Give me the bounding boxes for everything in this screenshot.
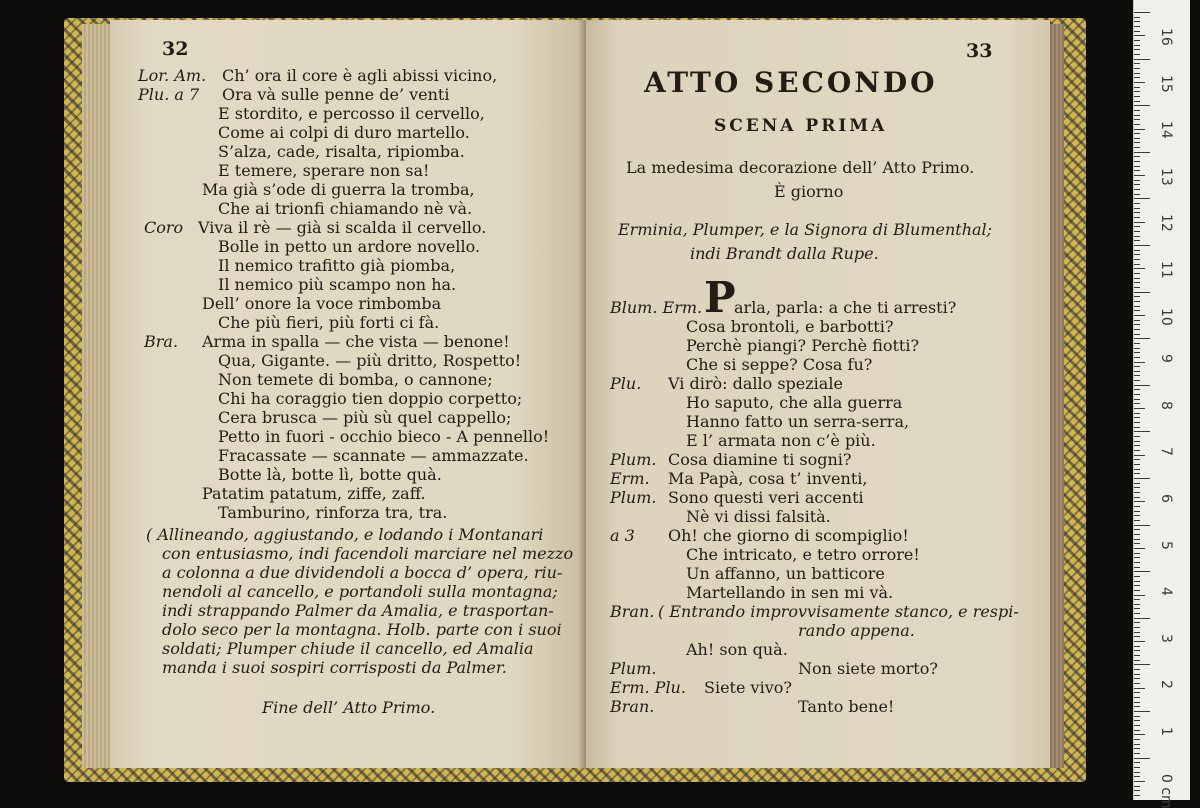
ruler-tick <box>1134 45 1140 46</box>
setting-text: È giorno <box>774 182 844 201</box>
ruler-tick <box>1134 674 1140 675</box>
ruler-tick <box>1134 562 1140 563</box>
ruler-tick <box>1134 455 1145 456</box>
ruler-tick <box>1134 450 1140 451</box>
ruler-tick <box>1134 175 1145 176</box>
ruler-tick <box>1134 259 1140 260</box>
ruler-tick <box>1134 306 1140 307</box>
verse-line: Ho saputo, che alla guerra <box>686 393 903 412</box>
ruler-tick <box>1134 422 1140 423</box>
verse-line: Tanto bene! <box>798 697 895 716</box>
verse-line: Fracassate — scannate — ammazzate. <box>218 446 529 465</box>
ruler-tick <box>1134 110 1140 111</box>
ruler-number: 9 <box>1158 354 1174 364</box>
verse-line: Bolle in petto un ardore novello. <box>218 237 481 256</box>
ruler-tick <box>1134 748 1140 749</box>
ruler-tick <box>1134 362 1145 363</box>
ruler-tick <box>1134 124 1140 125</box>
speaker-label: Bran. <box>610 697 655 716</box>
verse-line: Ora và sulle penne de’ venti <box>222 85 450 104</box>
verse-line: E temere, sperare non sa! <box>218 161 430 180</box>
ruler-tick <box>1134 73 1140 74</box>
ruler-tick <box>1134 655 1140 656</box>
ruler-tick <box>1134 702 1140 703</box>
ruler-tick <box>1134 744 1140 745</box>
verse-line: Un affanno, un batticore <box>686 564 885 583</box>
ruler-tick <box>1134 63 1140 64</box>
verse-line: Sono questi veri accenti <box>668 488 864 507</box>
verse-line: Il nemico trafitto già piomba, <box>218 256 456 275</box>
ruler-tick <box>1134 129 1145 130</box>
ruler-tick <box>1134 40 1140 41</box>
ruler-tick <box>1134 105 1150 106</box>
speaker-label: Lor. Am. <box>138 66 207 85</box>
ruler-tick <box>1134 268 1145 269</box>
ruler-tick <box>1134 417 1140 418</box>
verse-line: arla, parla: a che ti arresti? <box>734 298 957 317</box>
ruler-tick <box>1134 529 1140 530</box>
ruler-tick <box>1134 730 1140 731</box>
ruler-tick <box>1134 385 1150 386</box>
ruler-tick <box>1134 287 1140 288</box>
verse-line: Che più fieri, più forti ci fà. <box>218 313 440 332</box>
ruler-tick <box>1134 203 1140 204</box>
ruler-tick <box>1134 380 1140 381</box>
ruler-tick <box>1134 133 1140 134</box>
ruler-tick <box>1134 567 1140 568</box>
setting-text: La medesima decorazione dell’ Atto Primo. <box>626 158 975 177</box>
ruler-tick <box>1134 198 1150 199</box>
ruler-tick <box>1134 184 1140 185</box>
ruler-tick <box>1134 441 1140 442</box>
ruler-tick <box>1134 17 1140 18</box>
verse-line: Patatim patatum, ziffe, zaff. <box>202 484 426 503</box>
ruler-tick <box>1134 725 1140 726</box>
verse-line: Che si seppe? Cosa fu? <box>686 355 873 374</box>
verse-line: Ma Papà, cosa t’ inventi, <box>668 469 868 488</box>
ruler-tick <box>1134 632 1140 633</box>
verse-line: Cosa diamine ti sogni? <box>668 450 852 469</box>
ruler-tick <box>1134 692 1140 693</box>
drop-cap: P <box>704 273 736 322</box>
ruler-tick <box>1134 49 1140 50</box>
ruler-tick <box>1134 338 1150 339</box>
ruler-number: 0 cm <box>1158 773 1174 808</box>
stage-direction-line: a colonna a due dividendoli a bocca d’ opera, riu- <box>162 563 563 582</box>
speaker-label: Plum. <box>610 450 657 469</box>
speaker-label: Bra. <box>144 332 179 351</box>
verse-line: Cosa brontoli, e barbotti? <box>686 317 894 336</box>
ruler-tick <box>1134 613 1140 614</box>
ruler-tick <box>1134 375 1140 376</box>
verse-line: Non temete di bomba, o cannone; <box>218 370 493 389</box>
verse-line: Vi dirò: dallo speziale <box>668 374 843 393</box>
ruler-tick <box>1134 54 1140 55</box>
speaker-label: Erm. <box>610 469 650 488</box>
ruler-tick <box>1134 427 1140 428</box>
end-of-act-text: Fine dell’ Atto Primo. <box>262 698 436 717</box>
ruler-number: 3 <box>1158 633 1174 643</box>
ruler-tick <box>1134 115 1140 116</box>
ruler-tick <box>1134 194 1140 195</box>
left-page <box>110 20 586 768</box>
ruler-tick <box>1134 497 1140 498</box>
verse-line: E stordito, e percosso il cervello, <box>218 104 485 123</box>
ruler-tick <box>1134 664 1150 665</box>
ruler-number: 12 <box>1158 214 1174 233</box>
speaker-label: Plum. <box>610 659 657 678</box>
ruler-tick <box>1134 576 1140 577</box>
ruler-tick <box>1134 464 1140 465</box>
ruler-tick <box>1134 222 1145 223</box>
ruler-tick <box>1134 138 1140 139</box>
ruler-tick <box>1134 366 1140 367</box>
ruler-tick <box>1134 334 1140 335</box>
ruler-number: 2 <box>1158 680 1174 690</box>
stage-direction-line: rando appena. <box>798 621 915 640</box>
ruler-number: 7 <box>1158 447 1174 457</box>
stage-direction-line: dolo seco per la montagna. Holb. parte con i suoi <box>162 620 562 639</box>
verse-line: Dell’ onore la voce rimbomba <box>202 294 442 313</box>
verse-line: Hanno fatto un serra-serra, <box>686 412 910 431</box>
ruler-tick <box>1134 487 1140 488</box>
stage-direction-line: ( Entrando improvvisamente stanco, e respi- <box>658 602 1019 621</box>
ruler-tick <box>1134 581 1140 582</box>
ruler-tick <box>1134 208 1140 209</box>
ruler-tick <box>1134 683 1140 684</box>
ruler-tick <box>1134 324 1140 325</box>
stage-direction-line: indi strappando Palmer da Amalia, e trasportan- <box>162 601 554 620</box>
ruler-tick <box>1134 669 1140 670</box>
characters-text: indi Brandt dalla Rupe. <box>690 244 879 263</box>
ruler-tick <box>1134 604 1140 605</box>
ruler-tick <box>1134 161 1140 162</box>
verse-line: Non siete morto? <box>798 659 938 678</box>
right-page <box>586 20 1050 768</box>
ruler-number: 6 <box>1158 494 1174 503</box>
ruler-tick <box>1134 180 1140 181</box>
ruler-tick <box>1134 142 1140 143</box>
ruler-tick <box>1134 431 1150 432</box>
ruler-tick <box>1134 646 1140 647</box>
speaker-label: Plu. a 7 <box>138 85 200 104</box>
ruler-tick <box>1134 706 1140 707</box>
verse-line: Ch’ ora il core è agli abissi vicino, <box>222 66 498 85</box>
ruler-tick <box>1134 595 1145 596</box>
ruler-tick <box>1134 795 1140 796</box>
ruler-tick <box>1134 501 1145 502</box>
ruler-tick <box>1134 571 1150 572</box>
ruler-tick <box>1134 231 1140 232</box>
ruler-tick <box>1134 767 1140 768</box>
ruler-tick <box>1134 31 1140 32</box>
ruler-tick <box>1134 492 1140 493</box>
page-number: 32 <box>162 38 189 60</box>
ruler-tick <box>1134 553 1140 554</box>
ruler-number: 11 <box>1158 261 1174 279</box>
ruler-tick <box>1134 296 1140 297</box>
ruler-tick <box>1134 473 1140 474</box>
ruler-tick <box>1134 781 1145 782</box>
ruler-tick <box>1134 720 1140 721</box>
ruler-tick <box>1134 59 1150 60</box>
ruler-tick <box>1134 250 1140 251</box>
stage-direction-line: con entusiasmo, indi facendoli marciare nel mezzo <box>162 544 574 563</box>
ruler-tick <box>1134 716 1140 717</box>
verse-line: S’alza, cade, risalta, ripiomba. <box>218 142 465 161</box>
verse-line: Ah! son quà. <box>686 640 788 659</box>
ruler-tick <box>1134 678 1140 679</box>
verse-line: Chi ha coraggio tien doppio corpetto; <box>218 389 523 408</box>
ruler-tick <box>1134 557 1140 558</box>
ruler-number: 16 <box>1158 28 1174 46</box>
ruler-tick <box>1134 590 1140 591</box>
ruler-tick <box>1134 790 1140 791</box>
page-edges-right <box>1048 24 1064 768</box>
ruler-tick <box>1134 68 1140 69</box>
ruler-tick <box>1134 599 1140 600</box>
ruler-tick <box>1134 320 1140 321</box>
ruler-tick <box>1134 292 1150 293</box>
ruler-tick <box>1134 627 1140 628</box>
ruler-tick <box>1134 240 1140 241</box>
ruler-tick <box>1134 711 1150 712</box>
verse-line: Come ai colpi di duro martello. <box>218 123 470 142</box>
ruler-tick <box>1134 459 1140 460</box>
ruler-tick <box>1134 273 1140 274</box>
verse-line: Ma già s’ode di guerra la tromba, <box>202 180 475 199</box>
ruler-tick <box>1134 758 1150 759</box>
ruler-tick <box>1134 278 1140 279</box>
ruler-tick <box>1134 35 1145 36</box>
ruler-tick <box>1134 343 1140 344</box>
stage-direction-line: ( Allineando, aggiustando, e lodando i Montanari <box>146 525 544 544</box>
ruler-tick <box>1134 189 1140 190</box>
ruler-tick <box>1134 394 1140 395</box>
ruler-tick <box>1134 389 1140 390</box>
stage-direction-line: manda i suoi sospiri corrisposti da Palmer. <box>162 658 507 677</box>
ruler-tick <box>1134 543 1140 544</box>
speaker-label: a 3 <box>610 526 635 545</box>
act-title: ATTO SECONDO <box>644 66 938 99</box>
verse-line: Che intricato, e tetro orrore! <box>686 545 920 564</box>
measurement-ruler <box>1133 0 1190 808</box>
verse-line: Qua, Gigante. — più dritto, Rospetto! <box>218 351 522 370</box>
ruler-tick <box>1134 147 1140 148</box>
stage-direction-line: soldati; Plumper chiude il cancello, ed Amalia <box>162 639 534 658</box>
page-number: 33 <box>966 40 993 62</box>
ruler-number: 4 <box>1158 587 1174 597</box>
verse-line: Arma in spalla — che vista — benone! <box>202 332 510 351</box>
ruler-tick <box>1134 436 1140 437</box>
ruler-tick <box>1134 688 1145 689</box>
ruler-tick <box>1134 119 1140 120</box>
ruler-tick <box>1134 101 1140 102</box>
ruler-tick <box>1134 96 1140 97</box>
ruler-number: 5 <box>1158 540 1174 550</box>
ruler-tick <box>1134 310 1140 311</box>
ruler-tick <box>1134 166 1140 167</box>
verse-line: Perchè piangi? Perchè fiotti? <box>686 336 920 355</box>
ruler-tick <box>1134 608 1140 609</box>
ruler-tick <box>1134 236 1140 237</box>
ruler-tick <box>1134 264 1140 265</box>
ruler-tick <box>1134 156 1140 157</box>
verse-line: Oh! che giorno di scompiglio! <box>668 526 909 545</box>
verse-line: Siete vivo? <box>704 678 792 697</box>
ruler-tick <box>1134 413 1140 414</box>
ruler-tick <box>1134 525 1150 526</box>
ruler-tick <box>1134 352 1140 353</box>
ruler-number: 10 <box>1158 307 1174 326</box>
ruler-tick <box>1134 469 1140 470</box>
ruler-tick <box>1134 217 1140 218</box>
ruler-tick <box>1134 226 1140 227</box>
verse-line: Petto in fuori - occhio bieco - A pennello! <box>218 427 550 446</box>
ruler-tick <box>1134 170 1140 171</box>
characters-text: Erminia, Plumper, e la Signora di Blumenthal; <box>618 220 993 239</box>
ruler-tick <box>1134 641 1145 642</box>
ruler-tick <box>1134 77 1140 78</box>
ruler-tick <box>1134 254 1140 255</box>
ruler-tick <box>1134 622 1140 623</box>
verse-line: E l’ armata non c’è più. <box>686 431 876 450</box>
ruler-tick <box>1134 91 1140 92</box>
ruler-tick <box>1134 520 1140 521</box>
verse-line: Martellando in sen mi và. <box>686 583 894 602</box>
ruler-tick <box>1134 697 1140 698</box>
ruler-tick <box>1134 753 1140 754</box>
speaker-label: Blum. Erm. <box>610 298 703 317</box>
speaker-label: Plu. <box>610 374 642 393</box>
ruler-tick <box>1134 776 1140 777</box>
ruler-tick <box>1134 301 1140 302</box>
ruler-tick <box>1134 12 1150 13</box>
ruler-tick <box>1134 539 1140 540</box>
ruler-tick <box>1134 739 1140 740</box>
ruler-tick <box>1134 445 1140 446</box>
ruler-number: 8 <box>1158 400 1174 410</box>
ruler-tick <box>1134 650 1140 651</box>
ruler-tick <box>1134 515 1140 516</box>
ruler-tick <box>1134 786 1140 787</box>
ruler-tick <box>1134 21 1140 22</box>
ruler-tick <box>1134 408 1145 409</box>
speaker-label: Coro <box>144 218 184 237</box>
ruler-number: 1 <box>1158 727 1174 736</box>
ruler-tick <box>1134 348 1140 349</box>
ruler-tick <box>1134 618 1150 619</box>
ruler-tick <box>1134 478 1150 479</box>
ruler-tick <box>1134 87 1140 88</box>
ruler-tick <box>1134 585 1140 586</box>
speaker-label: Plum. <box>610 488 657 507</box>
ruler-tick <box>1134 772 1140 773</box>
verse-line: Che ai trionfi chiamando nè và. <box>218 199 473 218</box>
verse-line: Viva il rè — già si scalda il cervello. <box>198 218 487 237</box>
verse-line: Il nemico più scampo non ha. <box>218 275 457 294</box>
ruler-tick <box>1134 82 1145 83</box>
ruler-number: 15 <box>1158 74 1174 93</box>
stage-direction-line: nendoli al cancello, e portandoli sulla montagna; <box>162 582 558 601</box>
speaker-label: Bran. <box>610 602 655 621</box>
ruler-tick <box>1134 548 1145 549</box>
speaker-label: Erm. Plu. <box>610 678 686 697</box>
ruler-tick <box>1134 511 1140 512</box>
scene-title: SCENA PRIMA <box>714 116 888 136</box>
ruler-tick <box>1134 636 1140 637</box>
ruler-tick <box>1134 152 1150 153</box>
ruler-tick <box>1134 399 1140 400</box>
verse-line: Nè vi dissi falsità. <box>686 507 831 526</box>
ruler-tick <box>1134 734 1145 735</box>
verse-line: Tamburino, rinforza tra, tra. <box>218 503 448 522</box>
ruler-tick <box>1134 315 1145 316</box>
verse-line: Cera brusca — più sù quel cappello; <box>218 408 512 427</box>
ruler-tick <box>1134 762 1140 763</box>
ruler-tick <box>1134 282 1140 283</box>
ruler-tick <box>1134 660 1140 661</box>
verse-line: Botte là, botte lì, botte quà. <box>218 465 442 484</box>
ruler-tick <box>1134 371 1140 372</box>
ruler-number: 13 <box>1158 167 1174 186</box>
ruler-tick <box>1134 506 1140 507</box>
ruler-tick <box>1134 212 1140 213</box>
ruler-tick <box>1134 403 1140 404</box>
ruler-number: 14 <box>1158 121 1174 140</box>
ruler-tick <box>1134 329 1140 330</box>
ruler-tick <box>1134 26 1140 27</box>
ruler-tick <box>1134 357 1140 358</box>
ruler-tick <box>1134 245 1150 246</box>
ruler-tick <box>1134 534 1140 535</box>
ruler-tick <box>1134 483 1140 484</box>
